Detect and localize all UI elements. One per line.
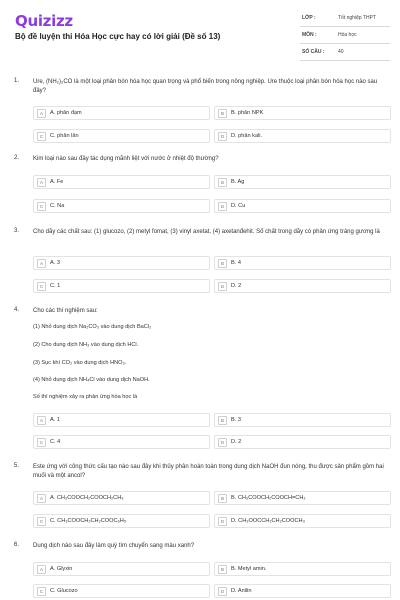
option-d[interactable]: [214, 129, 391, 143]
option-text: A. CH₃COOCH₂COOCH₂CH₃: [50, 495, 124, 501]
option-b[interactable]: [214, 256, 391, 270]
option-text: C. 4: [50, 439, 61, 445]
option-text: A. Fe: [50, 179, 64, 185]
experiment-line: (3) Sục khí CO₂ vào dung dịch HNO₃.: [33, 360, 127, 366]
option-text: C. Na: [50, 203, 65, 209]
option-b[interactable]: [214, 413, 391, 427]
option-letter-badge: A: [37, 178, 46, 187]
question-text: Dung dịch nào sau đây làm quỳ tím chuyển sang màu xanh?: [33, 543, 195, 549]
option-text: A. Glyxin: [50, 566, 73, 572]
option-text: D. 2: [231, 439, 242, 445]
option-text: D. Cu: [231, 203, 246, 209]
option-a[interactable]: [33, 106, 210, 120]
option-c[interactable]: [33, 279, 210, 293]
question-text: Este ứng với công thức cấu tạo nào sau đây khi thủy phân hoàn toàn trong dung dịch NaOH đun nóng, thu được sản phẩm gồm hai muối và một ancol?: [33, 464, 384, 479]
experiment-line: (4) Nhỏ dung dịch NH₄Cl vào dung dịch NaOH.: [33, 377, 150, 383]
option-a[interactable]: [33, 413, 210, 427]
meta-value: 40: [338, 49, 344, 55]
option-letter-badge: D: [218, 587, 227, 596]
option-text: B. phân NPK: [231, 110, 264, 116]
option-letter-badge: D: [218, 438, 227, 447]
option-c[interactable]: [33, 435, 210, 449]
question-number: 6.: [14, 542, 20, 548]
question-text: Cho các thí nghiệm sau:: [33, 308, 98, 314]
option-text: D. phân kali.: [231, 133, 263, 139]
meta-value: Hóa học: [338, 32, 357, 38]
meta-key: LỚP :: [302, 15, 316, 21]
option-letter-badge: A: [37, 494, 46, 503]
option-letter-badge: D: [218, 202, 227, 211]
question-number: 5.: [14, 463, 20, 469]
question-number: 1.: [14, 78, 20, 84]
question-text: Cho dãy các chất sau: (1) glucozo, (2) metyl fomat, (3) vinyl axetat, (4) axetanđehit. Số chất trong dãy có phản ứng tráng gương là: [33, 229, 380, 235]
option-letter-badge: D: [218, 132, 227, 141]
experiment-line: (2) Cho dung dịch NH₃ vào dung dịch HCl.: [33, 342, 139, 348]
option-text: C. phân lân: [50, 133, 79, 139]
option-letter-badge: A: [37, 259, 46, 268]
option-d[interactable]: [214, 514, 391, 528]
option-letter-badge: B: [218, 109, 227, 118]
option-d[interactable]: [214, 584, 391, 598]
option-text: C. Glucozo: [50, 588, 78, 594]
option-text: B. Metyl amin.: [231, 566, 267, 572]
meta-row-subject: [300, 29, 390, 44]
option-letter-badge: B: [218, 178, 227, 187]
meta-row-class: [300, 12, 390, 27]
option-a[interactable]: [33, 491, 210, 505]
option-text: B. Ag: [231, 179, 245, 185]
option-b[interactable]: [214, 562, 391, 576]
option-letter-badge: A: [37, 109, 46, 118]
option-b[interactable]: [214, 106, 391, 120]
option-c[interactable]: [33, 584, 210, 598]
option-letter-badge: C: [37, 587, 46, 596]
question-prompt: Số thí nghiệm xảy ra phản ứng hóa học là: [33, 394, 138, 400]
question-text: Kim loại nào sau đây tác dụng mãnh liệt với nước ở nhiệt độ thường?: [33, 156, 219, 162]
option-a[interactable]: [33, 562, 210, 576]
option-text: D. CH₃OOCCH₂CH₂COOCH₃: [231, 518, 305, 524]
option-c[interactable]: [33, 199, 210, 213]
meta-panel: [300, 12, 390, 63]
option-text: B. CH₃COOCH₂COOCH=CH₂: [231, 495, 306, 501]
option-c[interactable]: [33, 129, 210, 143]
option-letter-badge: D: [218, 282, 227, 291]
option-letter-badge: A: [37, 416, 46, 425]
quizizz-logo: Quizizz: [15, 12, 73, 30]
option-letter-badge: C: [37, 132, 46, 141]
option-text: B. 4: [231, 260, 241, 266]
option-letter-badge: B: [218, 565, 227, 574]
option-a[interactable]: [33, 256, 210, 270]
meta-key: SỐ CÂU :: [302, 49, 325, 55]
question-number: 4.: [14, 307, 20, 313]
experiment-line: (1) Nhỏ dung dịch Na₂CO₃ vào dung dịch BaCl₂: [33, 324, 152, 330]
option-b[interactable]: [214, 175, 391, 189]
meta-value: Tốt nghiệp THPT: [338, 15, 376, 21]
option-c[interactable]: [33, 514, 210, 528]
meta-key: MÔN :: [302, 32, 317, 38]
option-letter-badge: C: [37, 282, 46, 291]
option-text: A. 1: [50, 417, 60, 423]
meta-row-count: [300, 46, 390, 61]
option-letter-badge: D: [218, 517, 227, 526]
option-d[interactable]: [214, 435, 391, 449]
question-text: Ure, (NH₂)₂CO là một loại phân bón hóa học quan trọng và phổ biến trong nông nghiệp. Ure thuộc loại phân bón hóa học nào sau đây?: [33, 79, 378, 94]
page-title: Bộ đề luyện thi Hóa Học cực hay có lời giải (Đề số 13): [15, 32, 221, 41]
option-b[interactable]: [214, 491, 391, 505]
option-letter-badge: A: [37, 565, 46, 574]
option-text: B. 3: [231, 417, 241, 423]
option-d[interactable]: [214, 199, 391, 213]
option-a[interactable]: [33, 175, 210, 189]
question-number: 3.: [14, 228, 20, 234]
option-text: D. 2: [231, 283, 242, 289]
question-number: 2.: [14, 155, 20, 161]
option-text: A. 3: [50, 260, 60, 266]
option-letter-badge: B: [218, 416, 227, 425]
option-text: C. 1: [50, 283, 61, 289]
option-letter-badge: C: [37, 517, 46, 526]
option-letter-badge: C: [37, 438, 46, 447]
option-text: A. phân đạm: [50, 110, 82, 116]
option-d[interactable]: [214, 279, 391, 293]
option-text: C. CH₃COOCH₂CH₂COOC₆H₅: [50, 518, 127, 524]
option-text: D. Anilin: [231, 588, 252, 594]
option-letter-badge: C: [37, 202, 46, 211]
option-letter-badge: B: [218, 259, 227, 268]
option-letter-badge: B: [218, 494, 227, 503]
